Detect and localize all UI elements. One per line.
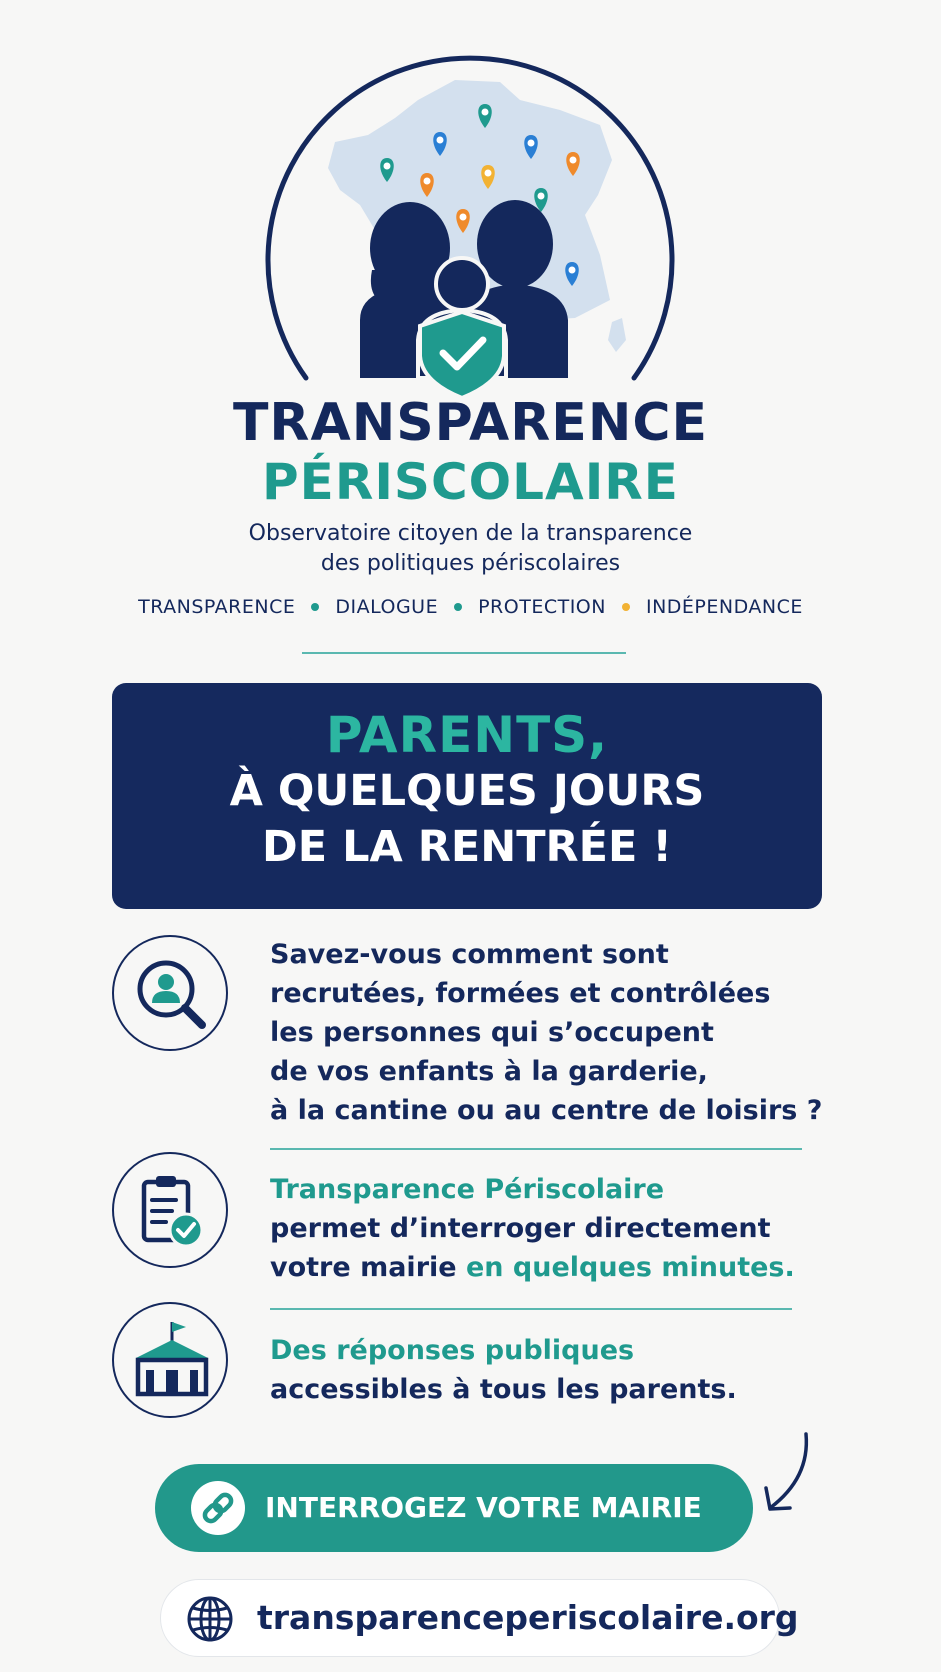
block-separator: [270, 1148, 802, 1150]
block1-line: les personnes qui s’occupent: [270, 1017, 714, 1048]
block1-line: à la cantine ou au centre de loisirs ?: [270, 1095, 823, 1126]
value-separator-dot: [311, 603, 319, 611]
link-icon: [191, 1481, 245, 1535]
block1-line: Savez-vous comment sont: [270, 939, 669, 970]
cta-label: INTERROGEZ VOTRE MAIRIE: [265, 1491, 702, 1524]
value-separator-dot: [622, 603, 630, 611]
block2-line1: Transparence Périscolaire: [270, 1174, 665, 1205]
block3-line2: accessibles à tous les parents.: [270, 1374, 737, 1405]
globe-icon: [185, 1594, 235, 1644]
value-protection: PROTECTION: [478, 596, 606, 618]
search-person-icon: [112, 935, 228, 1051]
block3-line1: Des réponses publiques: [270, 1335, 635, 1366]
block1-line: recrutées, formées et contrôlées: [270, 978, 771, 1009]
block3-text: [270, 1331, 737, 1409]
divider: [302, 652, 626, 654]
interrogez-mairie-button[interactable]: [155, 1464, 753, 1552]
value-independance: INDÉPENDANCE: [645, 596, 803, 618]
values-row: [0, 596, 941, 618]
logo-emblem: [0, 0, 941, 400]
headline-line3: DE LA RENTRÉE !: [262, 822, 672, 872]
value-transparence: TRANSPARENCE: [138, 596, 296, 618]
block2-line3: [270, 1248, 795, 1287]
block1-line: de vos enfants à la garderie,: [270, 1056, 708, 1087]
shield-check-icon: [420, 312, 504, 398]
tagline-line2: des politiques périscolaires: [320, 551, 621, 576]
value-dialogue: DIALOGUE: [335, 596, 439, 618]
value-separator-dot: [454, 603, 462, 611]
tagline-line1: Observatoire citoyen de la transparence: [248, 521, 693, 546]
website-link[interactable]: [160, 1579, 799, 1657]
block2-text: [270, 1170, 795, 1287]
clipboard-check-icon: [112, 1152, 228, 1268]
brand-title-line2: PÉRISCOLAIRE: [262, 453, 679, 511]
block-separator: [270, 1308, 792, 1310]
headline-line2: À QUELQUES JOURS: [229, 766, 705, 816]
website-url: transparenceperiscolaire.org: [257, 1598, 799, 1637]
block2-line3-b: en quelques minutes.: [465, 1252, 795, 1283]
tagline: [0, 519, 941, 579]
logo: [0, 0, 941, 400]
headline-banner: [112, 683, 822, 909]
block2-line3-a: votre mairie: [270, 1252, 466, 1283]
block2-line2: permet d’interroger directement: [270, 1213, 771, 1244]
headline-line1: PARENTS,: [325, 706, 609, 764]
town-hall-icon: [112, 1302, 228, 1418]
brand-title-line1: TRANSPARENCE: [232, 393, 709, 453]
block1-text: [270, 935, 822, 1130]
arrow-icon: [760, 1426, 820, 1516]
